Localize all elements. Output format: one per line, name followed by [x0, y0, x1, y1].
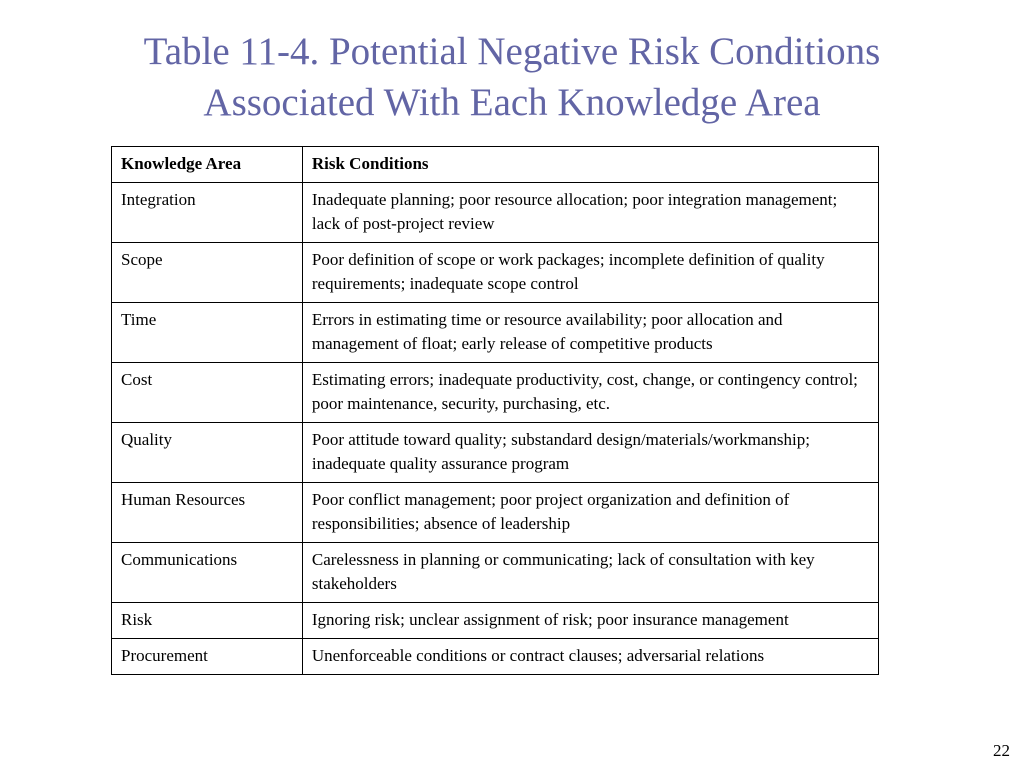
header-risk-conditions: Risk Conditions [302, 147, 878, 183]
page-number: 22 [993, 741, 1010, 760]
risk-conditions-cell: Estimating errors; inadequate productivity, cost, change, or contingency control; poor maintenance, security, purchasing, etc. [302, 363, 878, 423]
risk-conditions-cell: Inadequate planning; poor resource allocation; poor integration management; lack of post-project review [302, 183, 878, 243]
table-row [112, 543, 879, 603]
table-row [112, 603, 879, 639]
risk-conditions-cell: Unenforceable conditions or contract clauses; adversarial relations [302, 639, 878, 675]
table-header-row [112, 147, 879, 183]
risk-conditions-cell: Poor attitude toward quality; substandard design/materials/workmanship; inadequate quality assurance program [302, 423, 878, 483]
table-row [112, 423, 879, 483]
slide-title-line-1: Table 11-4. Potential Negative Risk Conditions [143, 30, 881, 73]
risk-conditions-cell: Poor conflict management; poor project organization and definition of responsibilities; absence of leadership [302, 483, 878, 543]
risk-conditions-cell: Poor definition of scope or work packages; incomplete definition of quality requirements; inadequate scope control [302, 243, 878, 303]
knowledge-area-cell: Cost [112, 363, 303, 423]
risk-conditions-table [111, 146, 879, 675]
slide-title [0, 26, 1024, 128]
table-row [112, 183, 879, 243]
knowledge-area-cell: Procurement [112, 639, 303, 675]
risk-conditions-cell: Ignoring risk; unclear assignment of risk; poor insurance management [302, 603, 878, 639]
knowledge-area-cell: Integration [112, 183, 303, 243]
knowledge-area-cell: Communications [112, 543, 303, 603]
slide-title-line-2: Associated With Each Knowledge Area [203, 81, 821, 124]
header-knowledge-area: Knowledge Area [112, 147, 303, 183]
table-row [112, 303, 879, 363]
knowledge-area-cell: Quality [112, 423, 303, 483]
table-row [112, 483, 879, 543]
table-row [112, 639, 879, 675]
risk-conditions-cell: Carelessness in planning or communicating; lack of consultation with key stakeholders [302, 543, 878, 603]
knowledge-area-cell: Human Resources [112, 483, 303, 543]
knowledge-area-cell: Risk [112, 603, 303, 639]
knowledge-area-cell: Time [112, 303, 303, 363]
knowledge-area-cell: Scope [112, 243, 303, 303]
risk-conditions-cell: Errors in estimating time or resource availability; poor allocation and management of float; early release of competitive products [302, 303, 878, 363]
table-row [112, 243, 879, 303]
table-row [112, 363, 879, 423]
